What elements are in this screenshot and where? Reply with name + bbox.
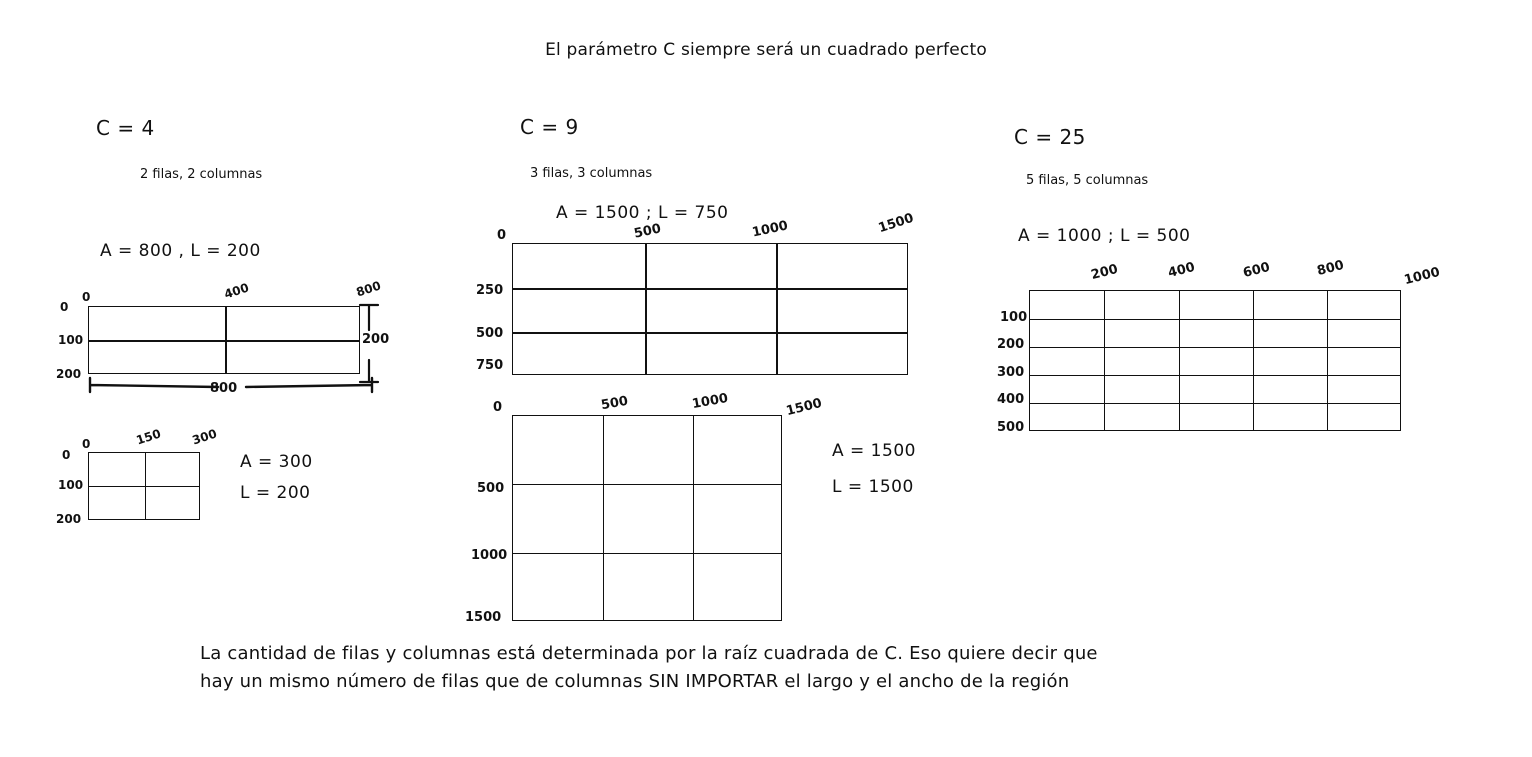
ytick-1500: 1500 (465, 610, 502, 625)
xtick-1500: 1500 (876, 210, 916, 237)
section-header-c25: C = 25 (1014, 125, 1086, 149)
grid-c4-ex1 (88, 306, 360, 374)
footer-line-1: La cantidad de filas y columnas está determinada por la raíz cuadrada de C. Eso quiere decir que (200, 643, 1098, 664)
xtick-0: 0 (82, 290, 91, 304)
ytick-0: 0 (62, 448, 71, 462)
ytick-500: 500 (477, 481, 505, 496)
grid-line-horizontal (513, 288, 907, 290)
xtick-150: 150 (134, 426, 163, 448)
grid-line-horizontal (1030, 403, 1400, 404)
ytick-0: 0 (60, 300, 69, 314)
xtick-300: 300 (190, 426, 219, 448)
label-c25-ex1: A = 1000 ; L = 500 (1018, 226, 1191, 246)
label-c4-ex2-l: L = 200 (240, 483, 311, 503)
xtick-1000: 1000 (750, 218, 790, 241)
height-annotation-200: 200 (362, 332, 390, 347)
grid-line-horizontal (1030, 319, 1400, 320)
grid-line-vertical (693, 416, 694, 620)
xtick-200: 200 (1089, 261, 1120, 284)
grid-c25-ex1 (1029, 290, 1401, 431)
xtick-1500: 1500 (784, 395, 824, 420)
xtick-0: 0 (493, 400, 503, 415)
ytick-750: 750 (476, 358, 504, 373)
grid-line-horizontal (513, 332, 907, 334)
ytick-200: 200 (56, 367, 82, 381)
grid-line-vertical (1104, 291, 1105, 430)
section-header-c4: C = 4 (96, 116, 155, 140)
grid-line-horizontal (1030, 375, 1400, 376)
label-c9-ex2-a: A = 1500 (832, 441, 916, 461)
footer-note (200, 640, 1340, 696)
xtick-400: 400 (222, 280, 251, 302)
xtick-500: 500 (632, 221, 663, 242)
section-subheader-c9: 3 filas, 3 columnas (530, 166, 653, 181)
grid-c9-ex1 (512, 243, 908, 375)
ytick-100: 100 (58, 333, 84, 347)
grid-line-horizontal (89, 486, 199, 487)
xtick-1000: 1000 (1402, 264, 1442, 289)
grid-line-vertical (645, 244, 647, 374)
footer-line-2: hay un mismo número de filas que de columnas SIN IMPORTAR el largo y el ancho de la región (200, 670, 1070, 692)
grid-c9-ex2 (512, 415, 782, 621)
ytick-100: 100 (1000, 310, 1028, 325)
width-annotation-800: 800 (210, 381, 238, 396)
ytick-400: 400 (997, 392, 1025, 407)
page-title: El parámetro C siempre será un cuadrado perfecto (545, 40, 987, 60)
ytick-200: 200 (56, 512, 82, 526)
xtick-0: 0 (497, 228, 507, 243)
grid-line-vertical (603, 416, 604, 620)
ytick-200: 200 (997, 337, 1025, 352)
grid-c4-ex2 (88, 452, 200, 520)
section-subheader-c25: 5 filas, 5 columnas (1026, 173, 1149, 188)
ytick-300: 300 (997, 365, 1025, 380)
grid-line-horizontal (513, 484, 781, 485)
label-c9-ex2-l: L = 1500 (832, 477, 914, 497)
ytick-250: 250 (476, 283, 504, 298)
label-c4-ex2-a: A = 300 (240, 452, 313, 472)
ytick-500: 500 (476, 326, 504, 341)
xtick-800: 800 (354, 278, 383, 300)
grid-line-vertical (1179, 291, 1180, 430)
ytick-1000: 1000 (471, 548, 508, 563)
ytick-100: 100 (58, 478, 84, 492)
grid-line-horizontal (513, 553, 781, 554)
xtick-500: 500 (599, 393, 630, 414)
xtick-1000: 1000 (690, 390, 730, 413)
xtick-800: 800 (1315, 257, 1346, 280)
grid-line-vertical (776, 244, 778, 374)
label-c9-ex1: A = 1500 ; L = 750 (556, 203, 729, 223)
xtick-400: 400 (1166, 259, 1197, 282)
grid-line-horizontal (1030, 347, 1400, 348)
grid-line-vertical (1327, 291, 1328, 430)
grid-line-horizontal (89, 340, 359, 342)
section-subheader-c4: 2 filas, 2 columnas (140, 167, 263, 182)
label-c4-ex1: A = 800 , L = 200 (100, 241, 261, 261)
ytick-500: 500 (997, 420, 1025, 435)
xtick-0: 0 (82, 437, 91, 451)
xtick-600: 600 (1241, 259, 1272, 282)
grid-line-vertical (1253, 291, 1254, 430)
section-header-c9: C = 9 (520, 115, 579, 139)
